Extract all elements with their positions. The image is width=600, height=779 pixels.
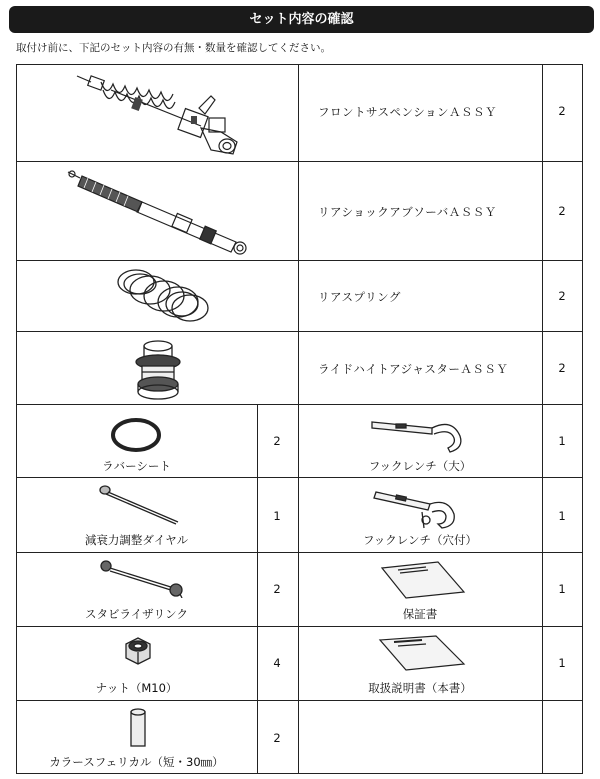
left-item-qty: 4 (273, 656, 281, 670)
ride-height-adjuster-icon (130, 336, 186, 400)
stabilizer-link-icon (96, 558, 186, 598)
right-item-name: 取扱説明書（本書） (368, 681, 472, 695)
left-item-qty: 2 (273, 434, 281, 448)
wide-row-qty: 2 (558, 204, 566, 218)
instruction-manual-icon (376, 634, 468, 672)
left-item-qty: 2 (273, 731, 281, 745)
wide-row-name: リアショックアブソーバＡＳＳＹ (318, 205, 497, 219)
left-item-qty: 1 (273, 509, 281, 523)
instruction-text: 取付け前に、下記のセット内容の有無・数量を確認してください。 (16, 42, 331, 54)
right-item-qty: 1 (558, 582, 566, 596)
right-item-qty: 1 (558, 656, 566, 670)
left-item-name: ナット（M10） (95, 681, 178, 695)
damping-dial-icon (96, 482, 180, 528)
warranty-card-icon (378, 560, 468, 600)
left-item-name: カラースフェリカル（短・30㎜） (49, 755, 224, 769)
rear-spring-icon (110, 264, 214, 328)
wide-row-name: ライドハイトアジャスターＡＳＳＹ (318, 362, 509, 376)
contents-table (16, 64, 583, 774)
left-item-name: スタビライザリンク (85, 607, 188, 621)
left-item-name: ラバーシート (102, 459, 171, 473)
left-item-name: 減衰力調整ダイヤル (84, 533, 189, 547)
front-suspension-icon (71, 68, 251, 158)
wide-row-qty: 2 (558, 289, 566, 303)
left-item-qty: 2 (273, 582, 281, 596)
wide-row-qty: 2 (558, 361, 566, 375)
hook-wrench-large-icon (368, 414, 468, 454)
collar-spherical-icon (126, 708, 150, 750)
page-title: セット内容の確認 (9, 6, 594, 33)
right-item-name: フックレンチ（穴付） (363, 533, 477, 547)
right-item-qty: 1 (558, 509, 566, 523)
nut-icon (118, 634, 158, 674)
right-item-qty: 1 (558, 434, 566, 448)
hook-wrench-hole-icon (372, 486, 464, 532)
rear-shock-absorber-icon (64, 164, 254, 256)
wide-row-name: リアスプリング (318, 290, 401, 304)
rubber-sheet-icon (110, 417, 162, 453)
right-item-name: フックレンチ（大） (368, 459, 472, 473)
wide-row-qty: 2 (558, 104, 566, 118)
wide-row-name: フロントサスペンションＡＳＳＹ (318, 105, 498, 119)
right-item-name: 保証書 (402, 607, 438, 621)
